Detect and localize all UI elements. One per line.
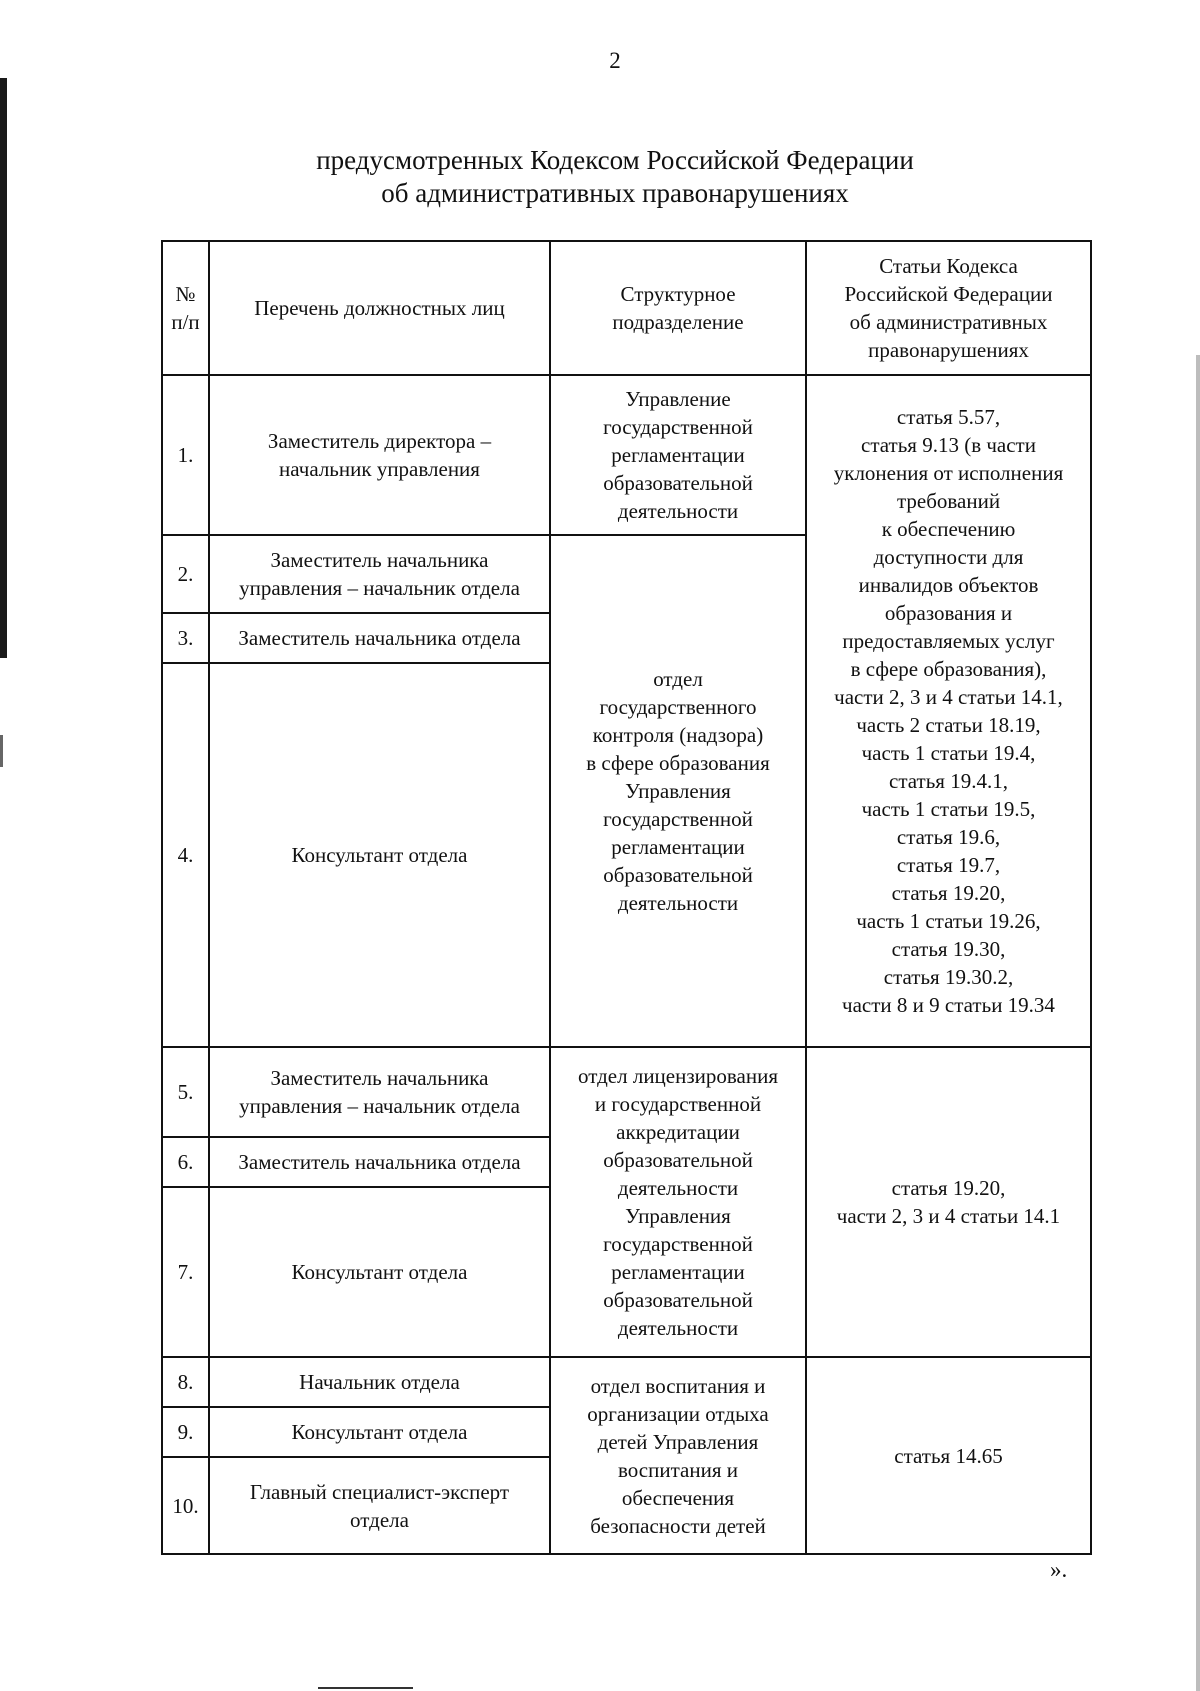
row-position: Начальник отдела <box>209 1357 550 1407</box>
row-division: отдел воспитания и организации отдыха детей Управления воспитания и обеспечения безопасности детей <box>550 1357 806 1554</box>
row-number: 5. <box>162 1047 209 1137</box>
row-number: 9. <box>162 1407 209 1457</box>
row-number: 3. <box>162 613 209 663</box>
row-articles: статья 14.65 <box>806 1357 1091 1554</box>
row-number: 8. <box>162 1357 209 1407</box>
row-number: 6. <box>162 1137 209 1187</box>
row-number: 4. <box>162 663 209 1047</box>
heading-line: предусмотренных Кодексом Российской Федерации <box>316 145 914 175</box>
header-position: Перечень должностных лиц <box>209 241 550 375</box>
row-position: Консультант отдела <box>209 1407 550 1457</box>
table-row <box>162 1047 1091 1137</box>
scan-mark-left <box>0 735 3 767</box>
heading-line: об административных правонарушениях <box>381 178 849 208</box>
table-row <box>162 1357 1091 1407</box>
row-position: Заместитель начальника управления – начальник отдела <box>209 1047 550 1137</box>
row-division: отдел лицензирования и государственной аккредитации образовательной деятельности Управления государственной регламентации образовательной деятельности <box>550 1047 806 1357</box>
table-header-row <box>162 241 1091 375</box>
row-position: Заместитель начальника управления – начальник отдела <box>209 535 550 613</box>
row-number: 1. <box>162 375 209 535</box>
scan-edge-right <box>1196 355 1200 1691</box>
row-number: 10. <box>162 1457 209 1554</box>
row-position: Главный специалист-эксперт отдела <box>209 1457 550 1554</box>
row-position: Заместитель директора – начальник управления <box>209 375 550 535</box>
page-number: 2 <box>609 48 621 73</box>
row-number: 2. <box>162 535 209 613</box>
officials-table <box>161 240 1092 1555</box>
row-position: Заместитель начальника отдела <box>209 1137 550 1187</box>
closing-quote: ». <box>1050 1557 1068 1582</box>
header-division: Структурное подразделение <box>550 241 806 375</box>
row-division: Управление государственной регламентации образовательной деятельности <box>550 375 806 535</box>
table-row <box>162 375 1091 535</box>
row-position: Консультант отдела <box>209 663 550 1047</box>
header-articles: Статьи Кодекса Российской Федерации об административных правонарушениях <box>806 241 1091 375</box>
row-position: Заместитель начальника отдела <box>209 613 550 663</box>
row-position: Консультант отдела <box>209 1187 550 1357</box>
row-number: 7. <box>162 1187 209 1357</box>
scan-rule-bottom <box>318 1687 413 1689</box>
header-number: № п/п <box>162 241 209 375</box>
row-division: отдел государственного контроля (надзора) в сфере образования Управления государственной регламентации образовательной деятельности <box>550 535 806 1047</box>
document-heading <box>0 144 1200 210</box>
row-articles: статья 19.20, части 2, 3 и 4 статьи 14.1 <box>806 1047 1091 1357</box>
row-articles: статья 5.57, статья 9.13 (в части уклонения от исполнения требований к обеспечению доступности для инвалидов объектов образования и предоставляемых услуг в сфере образования), части 2, 3 и 4 статьи 14.1, часть 2 статьи 18.19, часть 1 статьи 19.4, статья 19.4.1, часть 1 статьи 19.5, статья 19.6, статья 19.7, статья 19.20, часть 1 статьи 19.26, статья 19.30, статья 19.30.2, части 8 и 9 статьи 19.34 <box>806 375 1091 1047</box>
